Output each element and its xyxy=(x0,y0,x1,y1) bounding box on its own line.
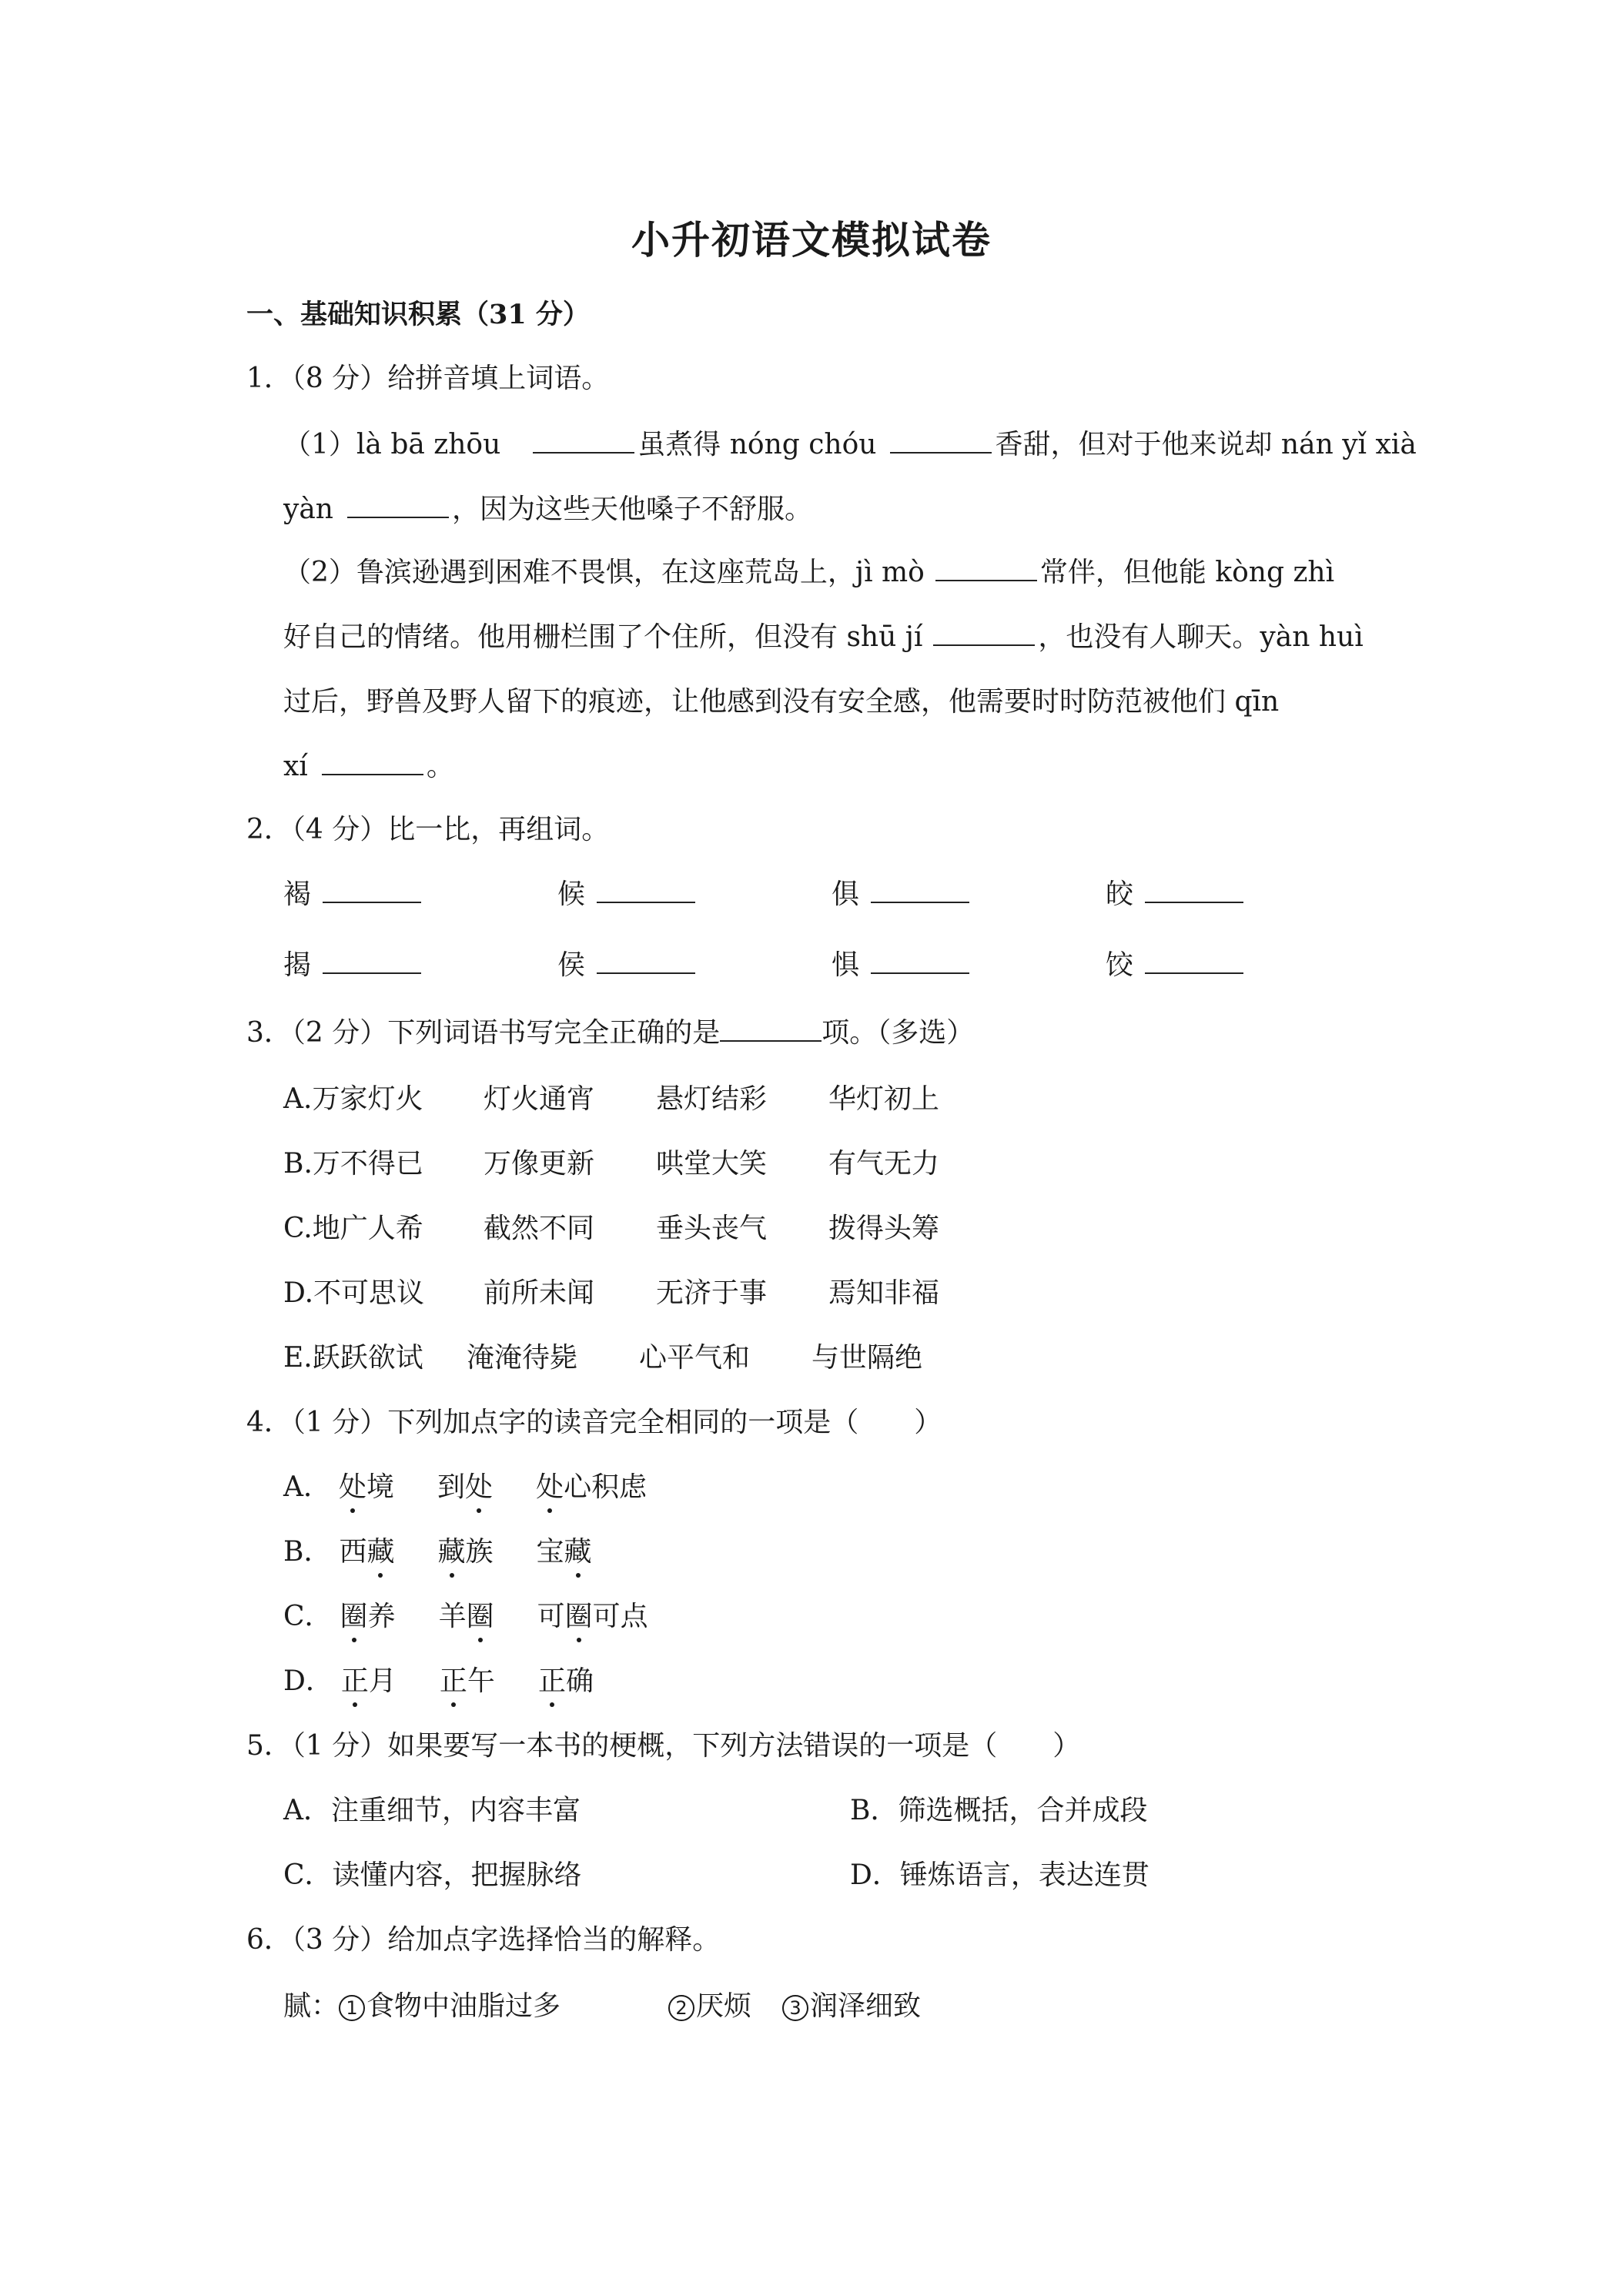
dotted-char: 圈 xyxy=(466,1601,494,1632)
q4-option-c[interactable] xyxy=(283,1600,648,1633)
dotted-char: 正 xyxy=(439,1665,467,1697)
q2-item xyxy=(832,949,972,982)
answer-blank[interactable] xyxy=(347,494,449,518)
q1-part2-line2 xyxy=(283,621,1364,654)
q1-p1-pinyin-1: （1）là bā zhōu xyxy=(283,429,501,460)
q2-char: 褐 xyxy=(283,879,312,910)
dotted-char: 处 xyxy=(339,1471,367,1503)
q1-p1-text-5: ，因为这些天他嗓子不舒服。 xyxy=(452,494,813,525)
q1-stem: 1．（8 分）给拼音填上词语。 xyxy=(246,363,610,394)
q1-p2-pinyin-6: xí xyxy=(283,751,308,782)
q1-p2-text-1: （2）鲁滨逊遇到困难不畏惧，在这座荒岛上，jì mò xyxy=(283,557,925,588)
q2-char: 惧 xyxy=(832,949,860,981)
dotted-char: 藏 xyxy=(437,1536,466,1568)
q6-char: 腻： xyxy=(283,1990,340,2022)
word-prefix: 到 xyxy=(437,1471,466,1503)
dotted-char: 圈 xyxy=(564,1601,593,1632)
q2-item xyxy=(283,878,424,911)
word-suffix: 可点 xyxy=(592,1601,648,1632)
q2-item xyxy=(1106,949,1247,982)
q2-char: 揭 xyxy=(283,949,312,981)
q3-option-word: 万像更新 xyxy=(484,1148,595,1180)
q2-item xyxy=(557,949,698,982)
q3-option-word: E.跃跃欲试 xyxy=(283,1342,423,1374)
answer-blank[interactable] xyxy=(323,879,421,903)
option-label: C． xyxy=(283,1601,333,1632)
answer-blank[interactable] xyxy=(935,557,1037,581)
answer-blank[interactable] xyxy=(1145,879,1243,903)
q2-item xyxy=(283,949,424,982)
q4-option-b[interactable] xyxy=(283,1535,592,1568)
dotted-char: 圈 xyxy=(340,1601,368,1632)
q3-option-word: 前所未闻 xyxy=(484,1277,595,1309)
q1-p1-text-3: 香甜，但对于他来说却 nán yǐ xià xyxy=(995,429,1417,460)
q6-choices xyxy=(283,1990,921,2023)
answer-blank[interactable] xyxy=(933,621,1035,646)
answer-blank[interactable] xyxy=(323,949,421,974)
answer-blank[interactable] xyxy=(720,1017,822,1042)
q1-p2-text-4: ，也没有人聊天。yàn huì xyxy=(1038,621,1364,653)
dotted-char: 正 xyxy=(340,1665,369,1697)
dotted-char: 处 xyxy=(465,1471,494,1503)
word-prefix: 羊 xyxy=(438,1601,467,1632)
q3-option-word: 哄堂大笑 xyxy=(656,1148,768,1180)
dotted-char: 处 xyxy=(536,1471,564,1503)
q1-part1-line2 xyxy=(283,493,812,526)
q3-option-word: 淹淹待毙 xyxy=(467,1342,578,1374)
q3-option-word: 垂头丧气 xyxy=(656,1213,768,1244)
q1-p2-text-7: 。 xyxy=(426,751,454,782)
q3-stem xyxy=(246,1016,974,1049)
word-suffix: 月 xyxy=(368,1665,397,1697)
word-suffix: 心积虑 xyxy=(564,1471,648,1503)
word-prefix: 西 xyxy=(339,1536,367,1568)
q3-option-word: 与世隔绝 xyxy=(812,1342,923,1374)
q5-option-b[interactable]: B．筛选概括，合并成段 xyxy=(850,1795,1148,1826)
dotted-char: 藏 xyxy=(366,1536,395,1568)
q4-option-a[interactable] xyxy=(283,1471,647,1504)
q1-p1-text-2: 虽煮得 nóng chóu xyxy=(637,429,877,460)
q3-option-word: 焉知非福 xyxy=(828,1277,940,1309)
q3-option-word: 有气无力 xyxy=(828,1148,940,1180)
q4-stem: 4．（1 分）下列加点字的读音完全相同的一项是（ ） xyxy=(246,1407,942,1438)
q5-option-d[interactable]: D．锤炼语言，表达连贯 xyxy=(850,1859,1149,1891)
q2-item xyxy=(832,878,972,911)
q1-part2-line3: 过后，野兽及野人留下的痕迹，让他感到没有安全感，他需要时时防范被他们 qīn xyxy=(283,686,1280,718)
word-suffix: 族 xyxy=(465,1536,494,1568)
word-prefix: 宝 xyxy=(536,1536,564,1568)
q1-p2-text-2: 常伴，但他能 kòng zhì xyxy=(1039,557,1335,588)
circled-number-2: 2 xyxy=(668,1995,694,2021)
answer-blank[interactable] xyxy=(597,879,695,903)
q2-item xyxy=(1106,878,1247,911)
q4-option-d[interactable] xyxy=(283,1665,594,1698)
q3-option-word: A.万家灯火 xyxy=(283,1083,423,1115)
word-suffix: 境 xyxy=(366,1471,395,1503)
q3-option-word: 灯火通宵 xyxy=(484,1083,595,1115)
q2-char: 饺 xyxy=(1106,949,1134,981)
q2-item xyxy=(557,878,698,911)
word-suffix: 养 xyxy=(367,1601,396,1632)
q3-option-word: 拨得头筹 xyxy=(828,1213,940,1244)
q6-choice-text: 润泽细致 xyxy=(810,1990,922,2022)
q2-char: 俱 xyxy=(832,879,860,910)
q5-stem: 5．（1 分）如果要写一本书的梗概，下列方法错误的一项是（ ） xyxy=(246,1730,1081,1762)
q3-option-word: 悬灯结彩 xyxy=(656,1083,768,1115)
q3-option-word: 华灯初上 xyxy=(828,1083,940,1115)
option-label: D． xyxy=(283,1665,333,1697)
q2-char: 皎 xyxy=(1106,879,1134,910)
word-prefix: 可 xyxy=(537,1601,565,1632)
answer-blank[interactable] xyxy=(871,879,969,903)
q3-option-word: 截然不同 xyxy=(484,1213,595,1244)
q1-part2-line1 xyxy=(283,556,1334,589)
q3-stem-suffix: 项。（多选） xyxy=(822,1017,975,1049)
answer-blank[interactable] xyxy=(322,751,423,775)
q3-option-word: D.不可思议 xyxy=(283,1277,425,1309)
answer-blank[interactable] xyxy=(533,429,634,454)
q3-option-word: B.万不得已 xyxy=(283,1148,423,1180)
answer-blank[interactable] xyxy=(597,949,695,974)
q2-char: 侯 xyxy=(557,949,586,981)
exam-title: 小升初语文模拟试卷 xyxy=(631,217,992,263)
circled-number-1: 1 xyxy=(339,1995,365,2021)
q3-stem-text: 3．（2 分）下列词语书写完全正确的是 xyxy=(246,1017,721,1049)
q3-option-word: C.地广人希 xyxy=(283,1213,423,1244)
q1-part2-line4 xyxy=(283,750,454,783)
q1-p2-text-3: 好自己的情绪。他用栅栏围了个住所，但没有 shū jí xyxy=(283,621,923,653)
word-suffix: 确 xyxy=(565,1665,594,1697)
answer-blank[interactable] xyxy=(871,949,969,974)
q5-option-a[interactable]: A．注重细节，内容丰富 xyxy=(283,1795,581,1826)
answer-blank[interactable] xyxy=(1145,949,1243,974)
circled-number-3: 3 xyxy=(782,1995,808,2021)
q6-choice-text: 厌烦 xyxy=(696,1990,752,2022)
q1-part1-line1 xyxy=(283,428,1417,461)
q2-char: 候 xyxy=(557,879,586,910)
dotted-char: 藏 xyxy=(564,1536,592,1568)
q2-stem: 2．（4 分）比一比，再组词。 xyxy=(246,814,610,845)
q6-stem: 6．（3 分）给加点字选择恰当的解释。 xyxy=(246,1924,721,1956)
q6-choice-text: 食物中油脂过多 xyxy=(366,1990,561,2022)
option-label: B． xyxy=(283,1536,332,1568)
q1-p1-pinyin-4: yàn xyxy=(283,494,333,525)
section-heading: 一、基础知识积累（31 分） xyxy=(246,299,590,330)
q5-option-c[interactable]: C．读懂内容，把握脉络 xyxy=(283,1859,582,1891)
q3-option-word: 无济于事 xyxy=(656,1277,768,1309)
word-suffix: 午 xyxy=(467,1665,495,1697)
q3-option-word: 心平气和 xyxy=(639,1342,751,1374)
dotted-char: 正 xyxy=(537,1665,566,1697)
option-label: A． xyxy=(283,1471,331,1503)
answer-blank[interactable] xyxy=(890,429,992,454)
